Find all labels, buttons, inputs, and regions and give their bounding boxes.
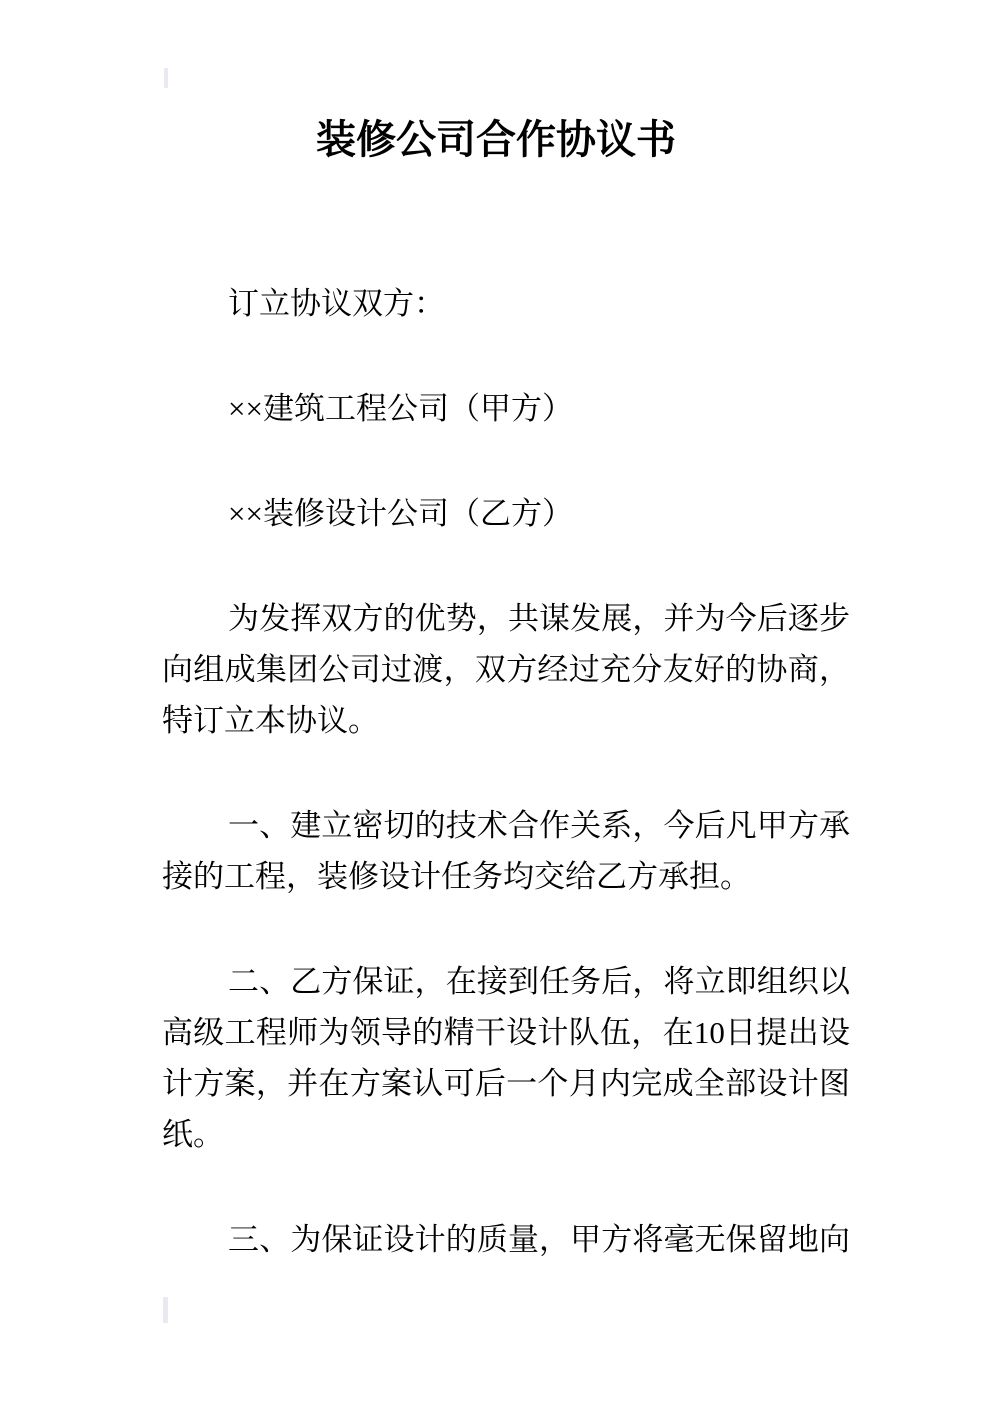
text-line: 为发挥双方的优势，共谋发展，并为今后逐步 [228,601,850,636]
text-line: ××建筑工程公司（甲方） [228,391,573,426]
document-body [162,278,850,1265]
text-line: 接的工程，装修设计任务均交给乙方承担。 [162,859,751,894]
text-line: 特订立本协议。 [162,703,379,738]
clause-1 [162,800,850,902]
paragraph-preamble [162,593,850,746]
clause-2 [162,956,850,1160]
text-line: 二、乙方保证，在接到任务后，将立即组织以 [228,964,850,999]
clause-3 [162,1214,850,1265]
text-line: 三、为保证设计的质量，甲方将毫无保留地向 [228,1222,850,1257]
text-line: 订立协议双方： [228,286,445,321]
paragraph-party-b [162,488,850,539]
text-line: 高级工程师为领导的精干设计队伍，在10日提出设 [162,1015,850,1050]
text-line: 向组成集团公司过渡，双方经过充分友好的协商， [162,652,850,687]
page-margin-mark-top [164,68,168,88]
paragraph-intro [162,278,850,329]
text-line: 计方案，并在方案认可后一个月内完成全部设计图 [162,1066,850,1101]
page-margin-mark-bottom [163,1297,168,1323]
document-title: 装修公司合作协议书 [316,117,676,162]
text-line: 纸。 [162,1117,224,1152]
text-line: ××装修设计公司（乙方） [228,496,573,531]
text-line: 一、建立密切的技术合作关系，今后凡甲方承 [228,808,850,843]
paragraph-party-a [162,383,850,434]
